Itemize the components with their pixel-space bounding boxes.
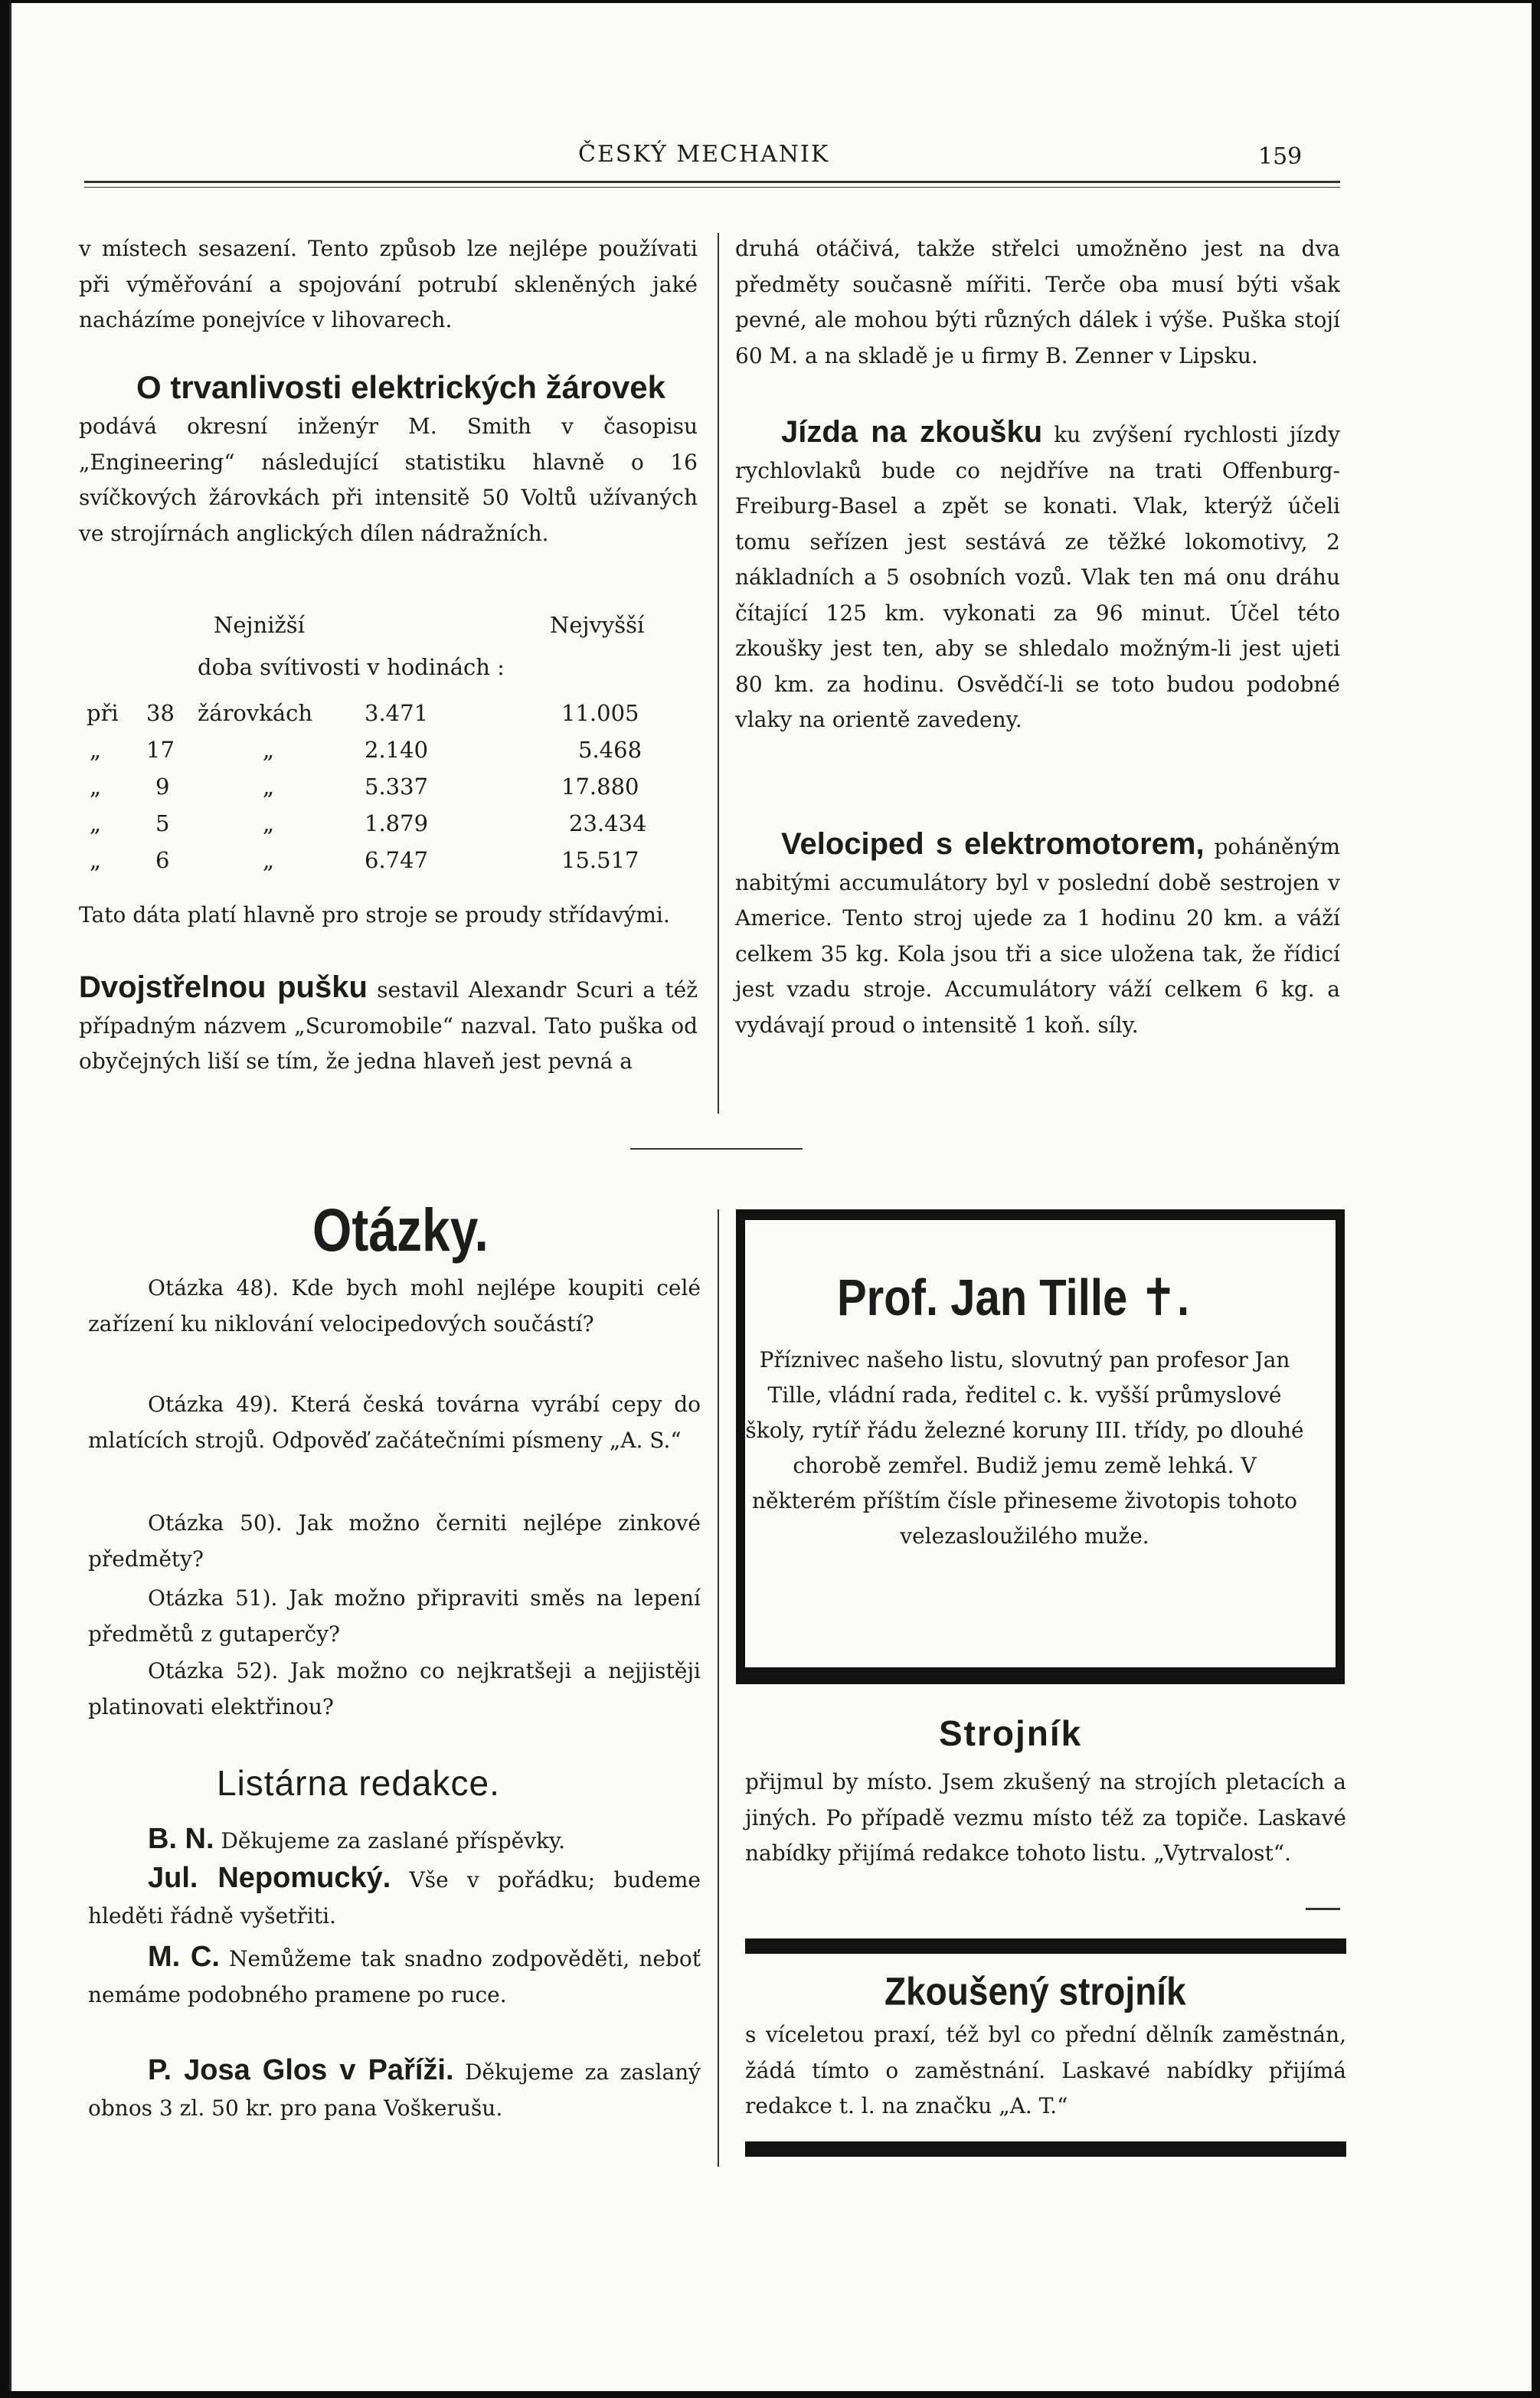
listarna-item: [88, 1939, 701, 2013]
listarna-item: [88, 2053, 701, 2126]
left-paragraph-1: v místech sesazení. Tento způsob lze nejlépe používati při výměřování a spojování potrubí skleněných jaké nacházíme ponejvíce v lihovarech.: [79, 236, 698, 332]
ad-separator-bar: [745, 1938, 1346, 1954]
listarna-title: Listárna redakce.: [217, 1763, 500, 1803]
cross-icon: ✝.: [1139, 1269, 1190, 1327]
table-header-low: Nejnižší: [214, 612, 305, 638]
listarna-text: Děkujeme za zaslaný obnos 3 zl. 50 kr. pro pana Voškerušu.: [88, 2059, 701, 2121]
listarna-name: Jul. Nepomucký.: [148, 1862, 391, 1894]
ad-end-mark: [1306, 1908, 1340, 1910]
question-50: Otázka 50). Jak možno černiti nejlépe zinkové předměty?: [88, 1510, 701, 1572]
table-header-high: Nejvyšší: [550, 612, 645, 638]
article-title-velociped: Velociped s elektromotorem,: [781, 827, 1205, 861]
article-title-zarovky: O trvanlivosti elektrických žárovek: [136, 369, 666, 405]
article-body-velociped: [735, 826, 1340, 1043]
question-52: Otázka 52). Jak možno co nejkratšeji a nejjistěji platinovati elektřinou?: [88, 1658, 701, 1719]
listarna-text: Děkujeme za zaslané příspěvky.: [221, 1828, 565, 1853]
article-title-jizda: Jízda na zkoušku: [781, 415, 1043, 449]
article-text-velociped: poháněným nabitými accumulátory byl v poslední době sestrojen v Americe. Tento stroj ujede za 1 hodinu 20 km. a váží celkem 35 kg. Kola jsou tři a sice uložena tak, že řídicí jest vzadu stroje. Accumulátory váží celkem 6 kg. a vydávají proud o intensitě 1 koň. síly.: [735, 834, 1340, 1038]
question-49: Otázka 49). Která česká továrna vyrábí cepy do mlatících strojů. Odpověď začátečními písmeny „A. S.“: [88, 1392, 701, 1453]
right-paragraph-1: druhá otáčivá, takže střelci umožněno jest na dva předměty současně mířiti. Terče oba musí býti však pevné, ale mohou býti různých dálek i výše. Puška stojí 60 M. a na skladě je u firmy B. Zenner v Lipsku.: [735, 236, 1340, 368]
header-rule: [84, 181, 1340, 183]
listarna-item: [88, 1860, 701, 1934]
header-rule-thin: [84, 187, 1340, 188]
ad-strojnik-text: přijmul by místo. Jsem zkušený na strojích pletacích a jiných. Po případě vezmu místo též za topiče. Laskavé nabídky přijímá redakce tohoto listu. „Vytrvalost“.: [745, 1769, 1346, 1866]
ad-zkouseny-text: s víceletou praxí, též byl co přední dělník zaměstnán, žádá tímto o zaměstnání. Laskavé nabídky přijímá redakce t. l. na značku „A. T.“: [745, 2022, 1346, 2118]
page-sheet: [9, 3, 1532, 2391]
table-caption: doba svítivosti v hodinách :: [198, 654, 505, 680]
question-51: Otázka 51). Jak možno připraviti směs na lepení předmětů z gutaperčy?: [88, 1585, 701, 1647]
page-number: 159: [1258, 143, 1303, 170]
listarna-item: [88, 1821, 701, 1860]
obituary-box: [736, 1209, 1345, 1677]
obituary-name: Prof. Jan Tille: [837, 1269, 1128, 1327]
ad-zkouseny-title: Zkoušený strojník: [884, 1969, 1186, 2014]
obituary-text: Příznivec našeho listu, slovutný pan profesor Jan Tille, vládní rada, ředitel c. k. vyšší průmyslové školy, rytíř řádu železné koruny III. třídy, po dlouhé chorobě zemřel. Budiž jemu země lehká. V některém příštím čísle přineseme životopis tohoto velezasloužilého muže.: [745, 1347, 1304, 1549]
article-body-jizda: [735, 414, 1340, 738]
ad-bottom-bar: [745, 2141, 1346, 2157]
listarna-text: Nemůžeme tak snadno zodpověděti, neboť nemáme podobného pramene po ruce.: [88, 1946, 701, 2007]
article-body-zarovky: podává okresní inženýr M. Smith v časopisu „Engineering“ následující statistiku hlavně o 16 svíčkových žárovkách při intensitě 50 Voltů užívaných ve strojírnách anglických dílen nádražních.: [79, 414, 698, 546]
obituary-title: [837, 1268, 1189, 1327]
listarna-name: M. C.: [148, 1941, 220, 1973]
listarna-name: P. Josa Glos v Paříži.: [148, 2054, 454, 2086]
questions-title: Otázky.: [312, 1196, 489, 1264]
article-body-puska: [79, 970, 698, 1080]
listarna-text: Vše v pořádku; budeme hleděti řádně vyšetřiti.: [88, 1867, 701, 1929]
section-separator: [630, 1148, 803, 1150]
article-text-jizda: ku zvýšení rychlosti jízdy rychlovlaků bude co nejdříve na trati Offenburg-Freiburg-Basel a zpět se konati. Vlak, kterýž účeli tomu seřízen jest sestává ze těžké lokomotivy, 2 nákladních a 5 osobních vozů. Vlak ten má onu dráhu čítající 125 km. vykonati za 96 minut. Účel této zkoušky jest ten, aby se shledalo možným-li jest ujeti 80 km. za hodinu. Osvědčí-li se toto budou podobné vlaky na orientě zavedeny.: [735, 422, 1340, 732]
article-title-puska: Dvojstřelnou pušku: [79, 970, 368, 1004]
column-divider: [718, 233, 719, 1114]
left-paragraph-after-table: Tato dáta platí hlavně pro stroje se proudy střídavými.: [79, 902, 670, 927]
obituary-bottom-bar: [736, 1667, 1345, 1684]
article-text-puska: sestavil Alexandr Scuri a též případným názvem „Scuromobile“ nazval. Tato puška od obyčejných liší se tím, že jedna hlaveň jest pevná a: [79, 977, 698, 1074]
lower-column-divider: [718, 1209, 719, 2167]
running-header: ČESKÝ MECHANIK: [578, 141, 830, 168]
ad-strojnik-title: Strojník: [939, 1713, 1083, 1753]
listarna-name: B. N.: [148, 1823, 214, 1855]
question-48: Otázka 48). Kde bych mohl nejlépe koupiti celé zařízení ku niklování velocipedových součástí?: [88, 1275, 701, 1336]
lamp-statistics-table: Nejnižší Nejvyšší doba svítivosti v hodinách : při 38 žárovkách 3.471 11.005 „ 17 „ 2.140 5.468 „ 9 „ 5.337 17.880 „ 5 „ 1.879 23.434 „ 6 „ 6.747 15.517: [87, 612, 647, 873]
